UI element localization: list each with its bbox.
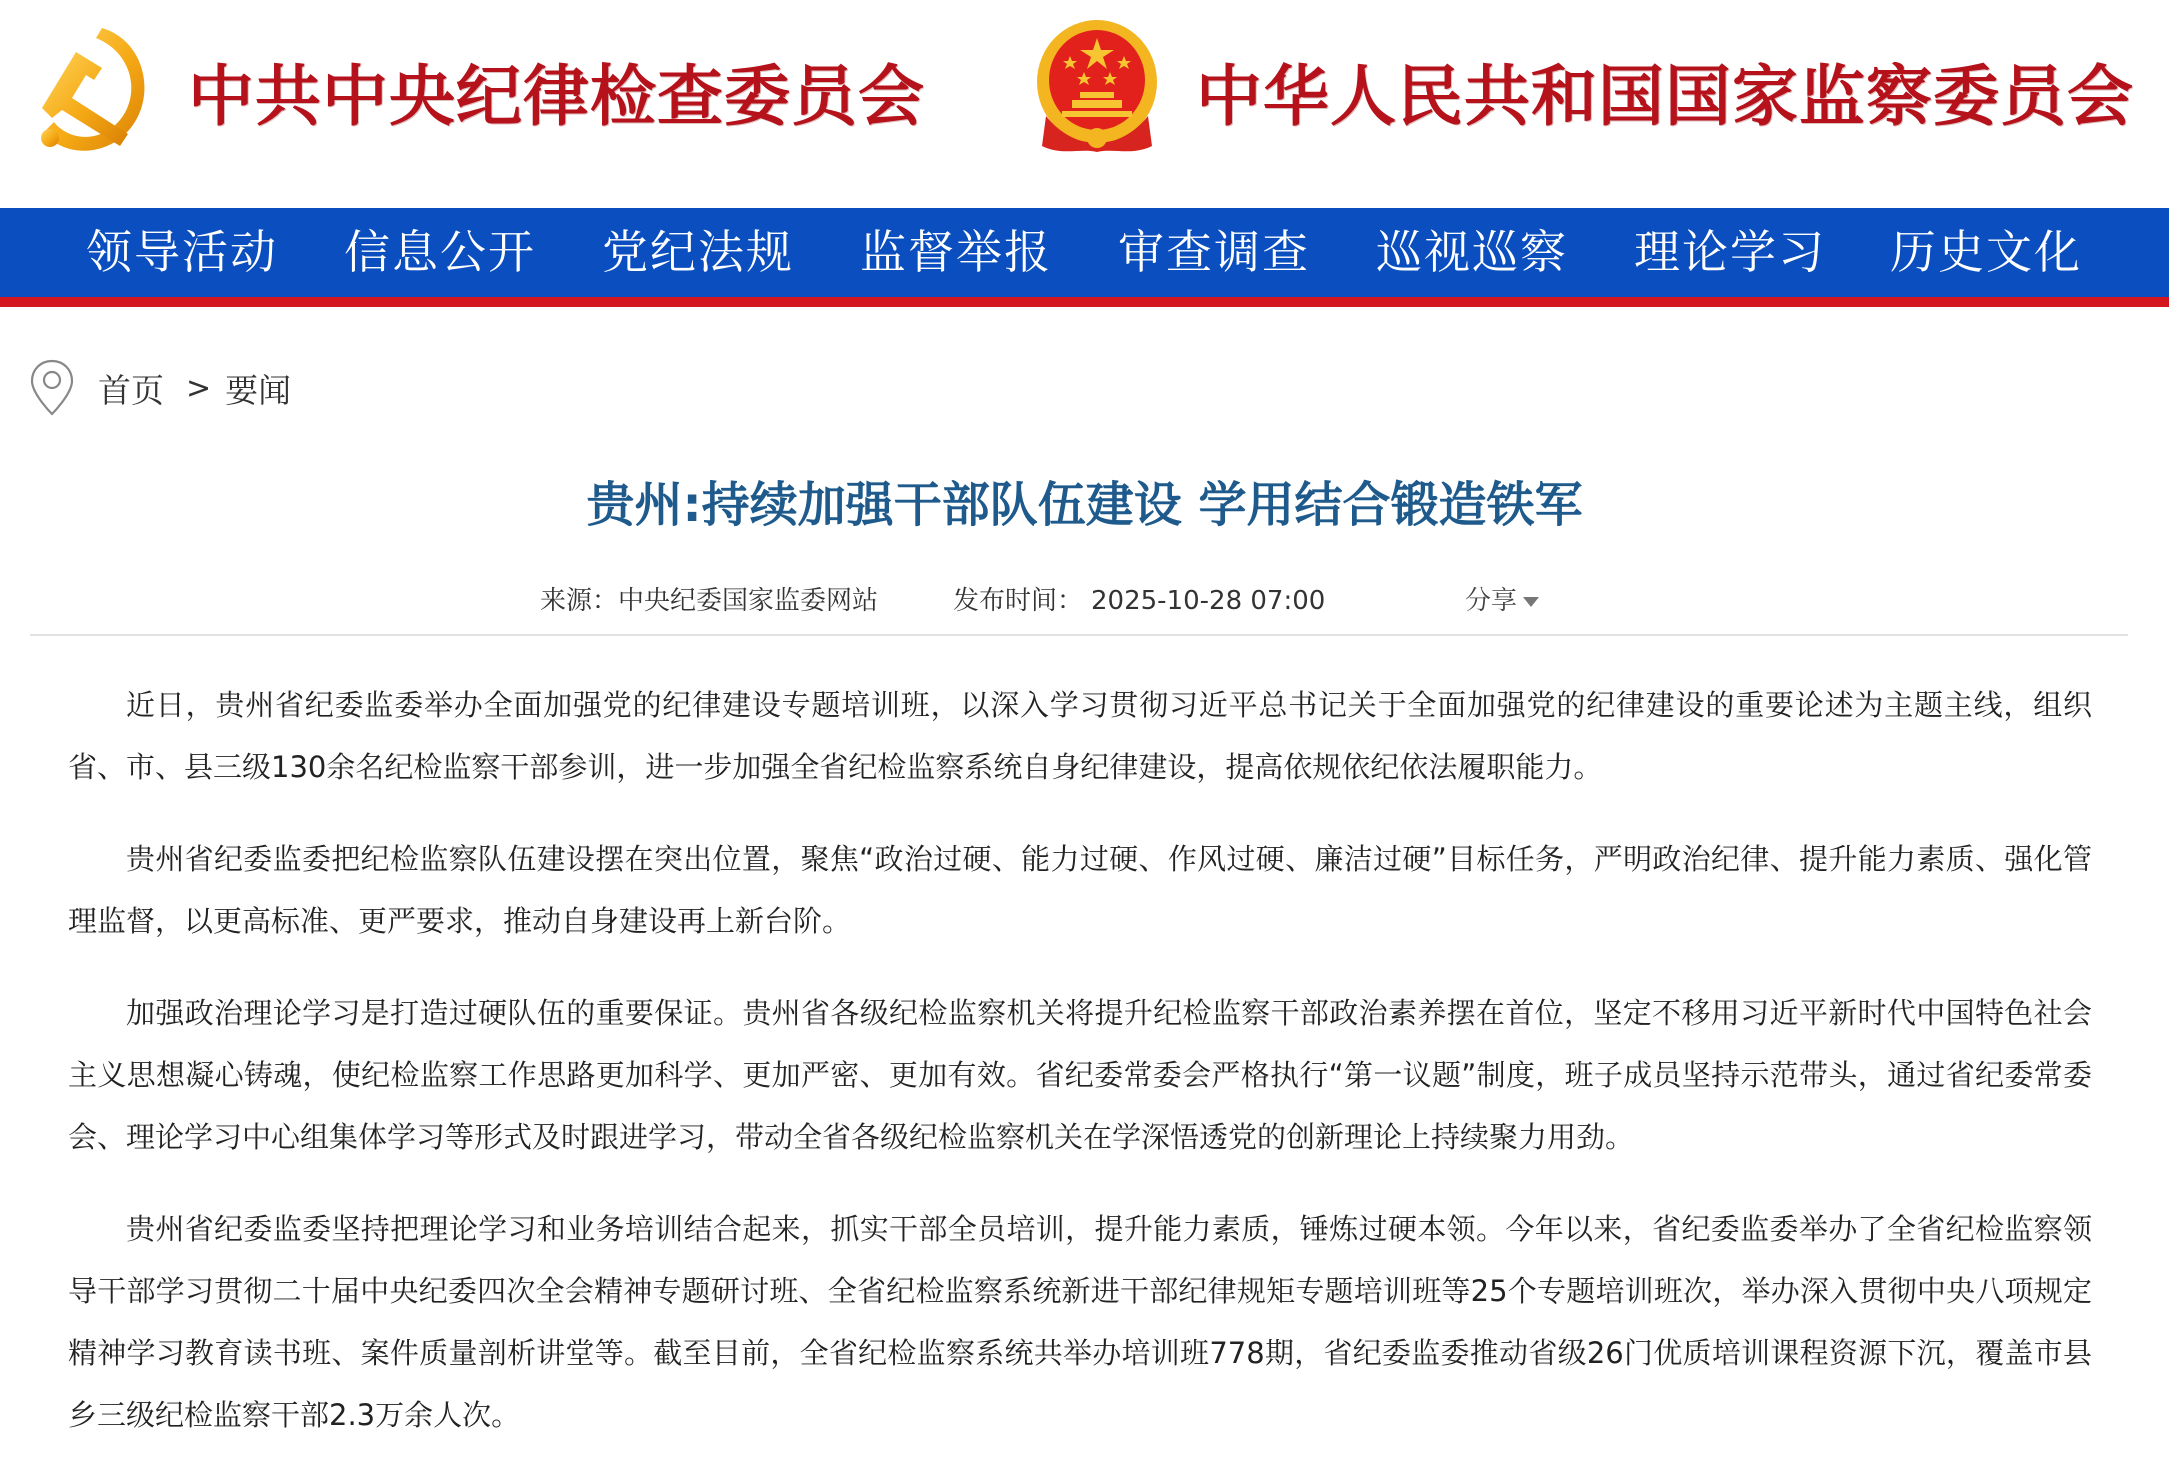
breadcrumb-home-link[interactable]: 首页	[98, 370, 164, 410]
nav-item-info-disclosure[interactable]: 信息公开	[344, 225, 536, 279]
meta-divider	[30, 634, 2128, 636]
time-label: 发布时间：	[953, 586, 1084, 616]
article-paragraph: 贵州省纪委监委把纪检监察队伍建设摆在突出位置，聚焦“政治过硬、能力过硬、作风过硬、廉洁过硬”目标任务，严明政治纪律、提升能力素质、强化管理监督，以更高标准、更严要求，推动自身建设再上新台阶。	[68, 842, 2092, 938]
source-label: 来源：	[540, 586, 619, 616]
nav-item-supervision-report[interactable]: 监督举报	[860, 225, 1052, 279]
share-label: 分享	[1465, 586, 1518, 616]
article-source	[540, 580, 878, 617]
nav-item-theory-study[interactable]: 理论学习	[1634, 225, 1826, 279]
nav-item-history-culture[interactable]: 历史文化	[1890, 225, 2082, 279]
breadcrumb-current-link[interactable]: 要闻	[225, 370, 292, 410]
nav-item-investigation[interactable]: 审查调查	[1118, 225, 1310, 279]
article-title: 贵州:持续加强干部队伍建设 学用结合锻造铁军	[586, 477, 1583, 533]
ccdi-brand[interactable]	[32, 20, 925, 160]
caret-down-icon	[1523, 597, 1539, 607]
nav-item-party-regulations[interactable]: 党纪法规	[602, 225, 794, 279]
nav-red-stripe	[0, 297, 2169, 307]
breadcrumb-separator: >	[186, 370, 212, 406]
breadcrumb	[28, 358, 291, 418]
main-nav	[0, 208, 2169, 297]
site-header	[0, 0, 2169, 208]
national-emblem-icon	[1032, 16, 1162, 164]
article-publish-time	[953, 580, 1325, 617]
nav-item-leadership[interactable]: 领导活动	[86, 225, 278, 279]
source-value: 中央纪委国家监委网站	[618, 586, 879, 616]
article-paragraph: 近日，贵州省纪委监委举办全面加强党的纪律建设专题培训班，以深入学习贯彻习近平总书记关于全面加强党的纪律建设的重要论述为主题主线，组织省、市、县三级130余名纪检监察干部参训，进一步加强全省纪检监察系统自身纪律建设，提高依规依纪依法履职能力。	[68, 688, 2092, 784]
time-value: 2025-10-28 07:00	[1091, 586, 1326, 616]
location-pin-icon	[28, 358, 76, 418]
article-paragraph: 加强政治理论学习是打造过硬队伍的重要保证。贵州省各级纪检监察机关将提升纪检监察干部政治素养摆在首位，坚定不移用习近平新时代中国特色社会主义思想凝心铸魂，使纪检监察工作思路更加科学、更加严密、更加有效。省纪委常委会严格执行“第一议题”制度，班子成员坚持示范带头，通过省纪委常委会、理论学习中心组集体学习等形式及时跟进学习，带动全省各级纪检监察机关在学深悟透党的创新理论上持续聚力用劲。	[68, 996, 2092, 1154]
share-dropdown[interactable]	[1465, 580, 1539, 617]
party-emblem-icon	[32, 18, 162, 162]
article-paragraph: 贵州省纪委监委坚持把理论学习和业务培训结合起来，抓实干部全员培训，提升能力素质，锤炼过硬本领。今年以来，省纪委监委举办了全省纪检监察领导干部学习贯彻二十届中央纪委四次全会精神专题研讨班、全省纪检监察系统新进干部纪律规矩专题培训班等25个专题培训班次，举办深入贯彻中央八项规定精神学习教育读书班、案件质量剖析讲堂等。截至目前，全省纪检监察系统共举办培训班778期，省纪委监委推动省级26门优质培训课程资源下沉，覆盖市县乡三级纪检监察干部2.3万余人次。	[68, 1212, 2092, 1432]
article-meta	[0, 580, 2169, 620]
ccdi-title: 中共中央纪律检查委员会	[188, 56, 925, 135]
article-body	[68, 674, 2092, 1476]
nav-item-inspection[interactable]: 巡视巡察	[1376, 225, 1568, 279]
nsc-title: 中华人民共和国国家监察委员会	[1196, 56, 2134, 135]
nsc-brand[interactable]	[1032, 18, 2134, 162]
